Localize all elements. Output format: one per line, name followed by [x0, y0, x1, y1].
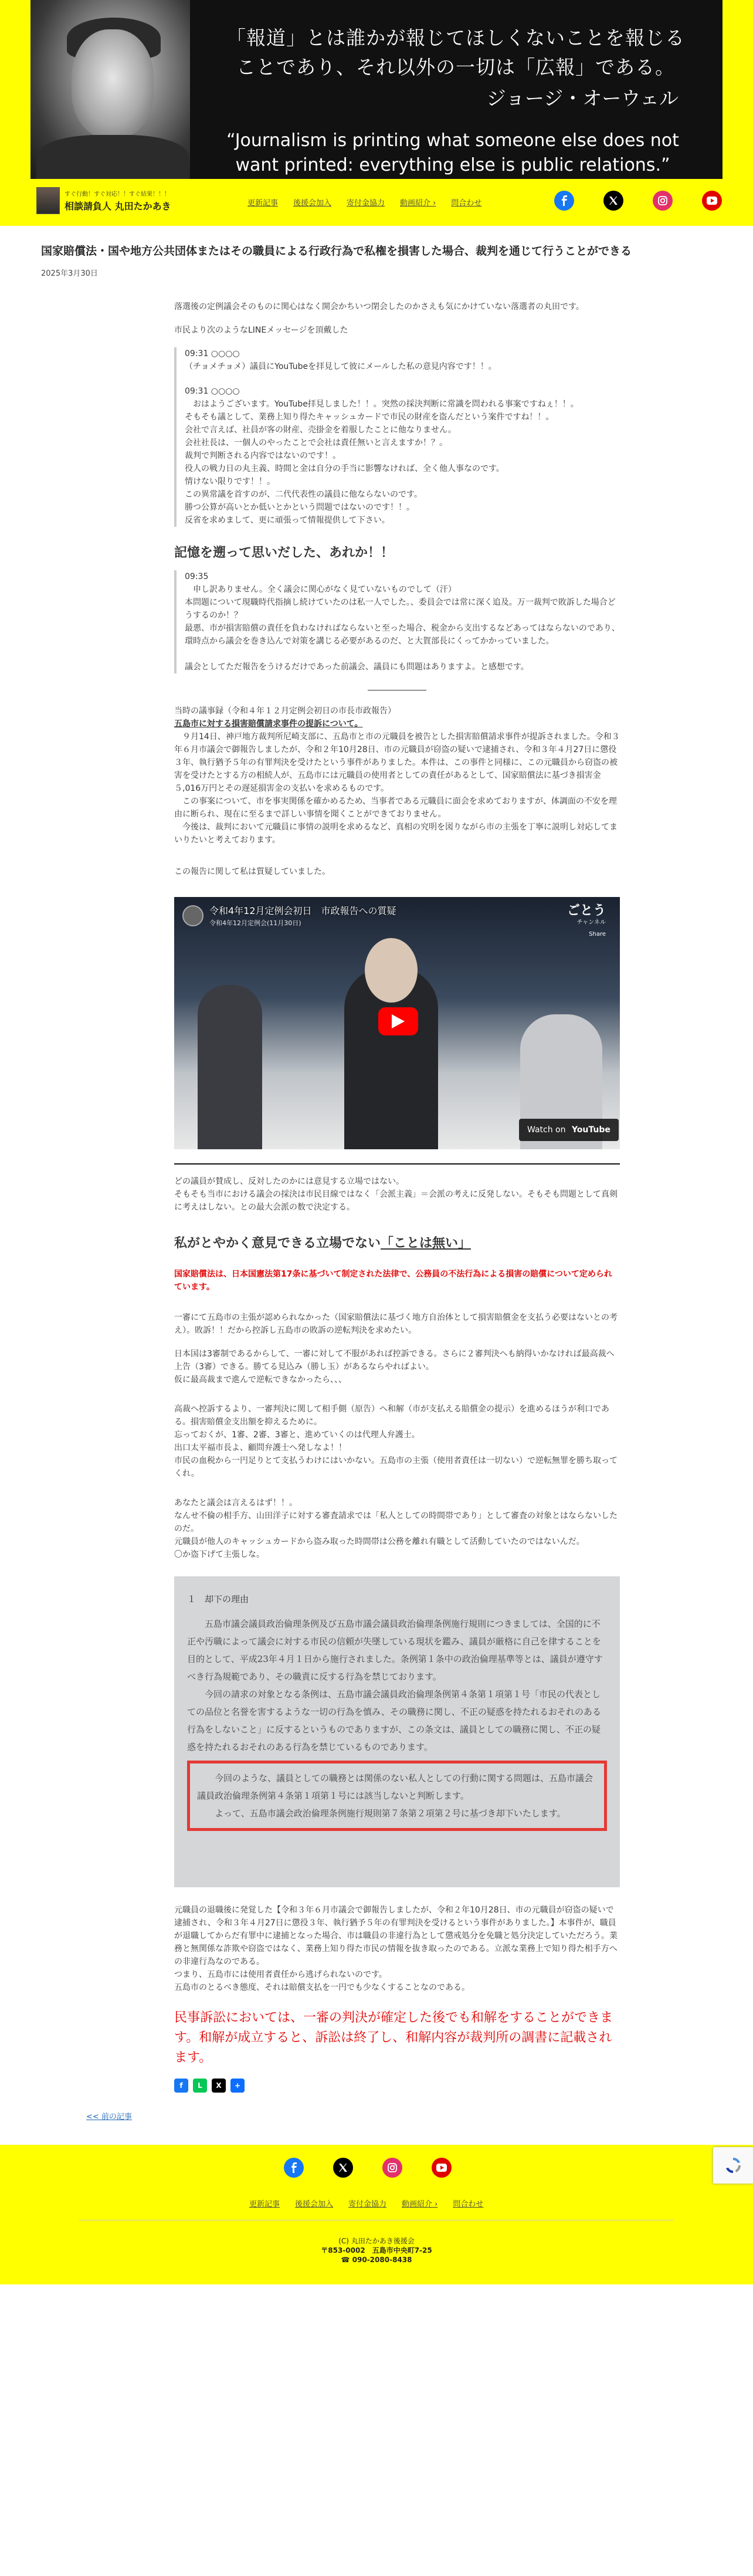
logo-name: 相談請負人 丸田たかあき	[65, 201, 171, 212]
line-message-intro: 市民より次のようなLINEメッセージを頂戴した	[174, 326, 348, 335]
video-subtitle: 令和4年12月定例会(11月30日)	[209, 919, 301, 927]
instagram-icon[interactable]	[382, 2158, 402, 2178]
top-navigation	[30, 179, 723, 226]
article-date: 2025年3月30日	[41, 269, 98, 278]
doc-highlight-box	[187, 1761, 607, 1831]
plus-share-icon[interactable]: +	[230, 2079, 245, 2093]
red-note-state-compensation: 国家賠償法は、日本国憲法第17条に基づいて制定された法律で、公務員の不法行為による損害の賠償について定められています。	[174, 1270, 612, 1292]
footer-item-contact[interactable]: 問合わせ	[453, 2200, 484, 2209]
line-message-2: 09:31 ○○○○ おはようございます。YouTube拝見しました！！。突然の採決判断に常識を問われる事案ですねぇ！！。 そもそも議として、業務上知り得たキャッシュカードで市民の財産を盗んだという案件ですね！！。 会社で言えば、社員が客の財産、売掛金を着服したことに他なりません。 会社社長は、一個人のやったことで会社は責任無いと言えますか！？。 裁判で判断される内容ではないのです！。 役人の戦力日の丸主義、時間と金は自分の手当に影響なければ、全く他人事なのです。 情けない限りです！！。 この異常議を首すのが、二代代表性の議員に他ならないのです。 勝つ公算が高いとか低いとかという問題ではないのです！！。 反省を求めまして、更に頑張って情報提供して下さい。	[185, 387, 579, 525]
line-share-icon[interactable]: L	[193, 2079, 207, 2093]
youtube-icon[interactable]	[432, 2158, 452, 2178]
hero-quote-author: ジョージ・オーウェル	[486, 87, 679, 110]
site-logo[interactable]	[36, 187, 171, 214]
doc-heading: １ 却下の理由	[187, 1594, 249, 1605]
paragraph-settlement: 高裁へ控訴するより、一審判決に関して相手側（原告）へ和解（市が支払える賠償金の提示）を進めるほうが利口である。損害賠償金支出額を抑えるために。 忘っておくが、1審、2審、3審と、進めていくのは代理人弁護士。 出口太平福市長よ、顧問弁護士へ発しなよ！！ 市民の血税から一円足りとて支払うわけにはいかない。五島市の主張（使用者責任は一切ない）で逆転無罪を勝ち取ってくれ。	[174, 1404, 618, 1478]
video-title[interactable]: 令和4年12月定例会初日 市政報告への質疑	[209, 905, 396, 916]
footer	[0, 2145, 753, 2284]
facebook-share-icon[interactable]: f	[174, 2079, 188, 2093]
video-top-bar	[174, 897, 620, 938]
phone-number[interactable]: ☎ 090-2080-8438	[341, 2256, 412, 2264]
question-note: この報告に関して私は質疑していました。	[174, 867, 330, 876]
logo-portrait-image	[36, 187, 60, 214]
share-buttons	[174, 2079, 620, 2093]
section-heading-position: 私がとやかく意見できる立場でない「ことは無い」	[174, 1236, 472, 1251]
youtube-icon[interactable]	[702, 191, 722, 211]
footer-item-donation[interactable]: 寄付金協力	[348, 2200, 387, 2209]
channel-logo: ごとう チャンネル Share	[567, 905, 606, 940]
x-icon[interactable]	[603, 191, 623, 211]
footer-item-updates[interactable]: 更新記事	[249, 2200, 280, 2209]
recaptcha-badge[interactable]	[713, 2147, 753, 2184]
youtube-video-embed[interactable]	[174, 897, 620, 1149]
logo-tagline: すぐ行動！すぐ対応！！すぐ結果！！！	[65, 191, 170, 198]
minutes-intro: 当時の議事録（令和４年１２月定例会初日の市長市政報告）	[174, 706, 396, 716]
footer-social-links	[284, 2158, 481, 2178]
header	[0, 0, 753, 226]
footer-item-videos[interactable]: 動画紹介 ›	[402, 2200, 438, 2209]
nav-item-videos[interactable]: 動画紹介 ›	[400, 199, 436, 208]
paragraph-employer-liability: 元職員の退職後に発覚した【令和３年６月市議会で御報告しましたが、令和２年10月28日、市の元職員が窃盗の疑いで逮捕され、令和３年４月27日に懲役３年、執行猶予５年の有罪判決を受けるという事件がありました。】本事件が、職員が退職してからだ有罪中に逮捕となった場合、市は職員の非違行為として懲戒処分を免職と処分決定していただろう。業務と無関係な詐欺や窃盗ではなく、業務上知り得た市民の情報を抜き取ったのである。立派な業務上で知り得た相手方への非違行為なのである。 つまり、五島市には使用者責任から逃げられないのです。 五島市のとるべき態度、それは賠償支払を一円でも少なくすることなのである。	[174, 1905, 618, 1992]
channel-avatar[interactable]	[182, 905, 203, 926]
recaptcha-icon	[724, 2156, 742, 2175]
share-button[interactable]: Share	[589, 931, 606, 937]
footer-menu	[249, 2198, 498, 2209]
previous-article-link[interactable]: << 前の記事	[86, 2113, 132, 2121]
divider-long	[174, 1163, 620, 1165]
document-scan-image	[174, 1576, 620, 1887]
doc-line-1: 五島市議会議員政治倫理条例及び五島市議会議員政治倫理条例施行規則につきましては、全国的に不正や汚職によって議会に対する市民の信頼が失墜している現状を鑑み、議員が厳格に自己を律することを目的として、平成23年４月１日から施行されました。条例第１条中の政治倫理基準等とは、議員が遵守すべき行為規範であり、その職責に反する行為を禁じております。	[187, 1619, 603, 1682]
hero-quote-jp: 「報道」とは誰かが報じてほしくないことを報じる ことであり、それ以外の一切は「広報」である。	[226, 26, 685, 79]
youtube-logo: YouTube	[571, 1125, 610, 1135]
play-icon	[392, 1014, 405, 1028]
article-body	[174, 300, 620, 2093]
nav-menu	[247, 197, 497, 208]
paragraph-argument: あなたと議会は言えるはず！！。 なんせ不倫の相手方、山田洋子に対する審査請求では「私人としての時間帯であり」として審査の対象とはならないしたのだ。 元職員が他人のキャッシュカードから盗み取った時間帯は公務を離れ有職として活動していたのではないんだ。 〇か盗下げて主張しな。	[174, 1498, 618, 1559]
line-message-1: 09:31 ○○○○ （チョメチョメ）議員にYouTubeを拝見して彼にメールした私の意見内容です！！。	[185, 349, 497, 371]
intro-paragraph: 落選後の定例議会そのものに関心はなく開会かちいつ閉会したのかさえも気にかけていない落選者の丸田です。	[174, 302, 584, 312]
instagram-icon[interactable]	[653, 191, 673, 211]
footer-item-support-join[interactable]: 後援会加入	[295, 2200, 334, 2209]
doc-boxed-line-2: よって、五島市議会政治倫理条例施行規則第７条第２項第２号に基づき却下いたします。	[215, 1808, 566, 1819]
red-note-civil-settlement: 民事訴訟においては、一審の判決が確定した後でも和解をすることができます。和解が成立すると、訴訟は終了し、和解内容が裁判所の調書に記載されます。	[174, 2010, 613, 2065]
footer-info	[0, 2236, 753, 2264]
copyright: (C) 丸田たかあき後援会	[338, 2237, 415, 2245]
x-icon[interactable]	[333, 2158, 353, 2178]
reply-message-quote	[174, 570, 620, 673]
line-message-quote	[174, 347, 620, 527]
x-share-icon[interactable]: X	[212, 2079, 226, 2093]
article-title: 国家賠償法・国や地方公共団体またはその職員による行政行為で私権を損害した場合、裁判を通じて行うことができる	[41, 245, 632, 258]
minutes-heading: 五島市に対する損害賠償請求事件の提訴について。	[174, 719, 363, 729]
facebook-icon[interactable]	[284, 2158, 304, 2178]
play-button[interactable]	[378, 1007, 418, 1035]
hero-quote	[206, 0, 723, 178]
hero-banner	[30, 0, 723, 179]
nav-item-contact[interactable]: 問合わせ	[451, 199, 482, 208]
address: 〒853-0002 五島市中央町7-25	[321, 2246, 432, 2255]
nav-item-support-join[interactable]: 後援会加入	[293, 199, 332, 208]
article	[30, 242, 723, 2121]
nav-item-donation[interactable]: 寄付金協力	[347, 199, 385, 208]
watch-on-youtube-button[interactable]: Watch on YouTube	[519, 1119, 619, 1141]
section-heading-memory: 記憶を遡って思いだした、あれか！！	[174, 546, 394, 560]
doc-boxed-line-1: 今回のような、議員としての職務とは関係のない私人としての行動に関する問題は、五島市議会議員政治倫理条例第４条第１項第１号には該当しないと判断します。	[197, 1773, 593, 1801]
paragraph-vote: どの議員が賛成し、反対したのかには意見する立場ではない。 そもそも当市における議会の採決は市民目線ではなく「会派主義」＝会派の考えに反発しない。そもそも問題として真剣に考えはしない。との最大会派の数で決定する。	[174, 1177, 618, 1212]
orwell-portrait-image	[30, 0, 190, 179]
paragraph-first-instance: 一審にて五島市の主張が認められなかった（国家賠償法に基づく地方自治体として損害賠償金を支払う必要はないとの考え）。敗訴！！だから控訴し五島市の敗訴の逆転判決を求めたい。	[174, 1313, 618, 1335]
facebook-icon[interactable]	[554, 191, 574, 211]
doc-line-2: 今回の請求の対象となる条例は、五島市議会議員政治倫理条例第４条第１項第１号「市民の代表としての品位と名誉を害するような一切の行為を慎み、その職務に関し、不正の疑惑を持たれるおそれのある行為をしないこと」に反するというものでありますが、この条文は、議員としての職務に関し、不正の疑惑を持たれるおそれのある行為を禁じているものであります。	[187, 1689, 601, 1752]
hero-quote-en: “Journalism is printing what someone else does not want printed: everything else is public relations.”	[226, 130, 679, 175]
social-links	[554, 191, 751, 211]
nav-item-updates[interactable]: 更新記事	[247, 199, 279, 208]
reply-message: 09:35 申し訳ありません。全く議会に関心がなく見ていないものでして（汗） 本問題について現職時代指摘し続けていたのは私一人でした。、委員会では常に深く追及。万一裁判で敗訴した場合どうするのか！？ 最悪、市が損害賠償の責任を負わなければならないと至った場合、税金から支出するなどあってはならないのであり、環時点から議会を巻き込んで対策を講じる必要があるのだ、と大賀部長にくってかかっていました。 議会としてただ報告をうけるだけであった前議会、議員にも問題はありますよ。と感想です。	[185, 572, 620, 672]
paragraph-three-tier: 日本国は3審制であるからして、一審に対して不服があれば控訴できる。さらに２審判決へも納得いかなければ最高裁へ上告（3審）できる。勝てる見込み（勝し玉）があるならやればよい。 仮に最高裁まで進んで逆転できなかったら、、、	[174, 1349, 615, 1385]
minutes-body: ９月14日、神戸地方裁判所尼崎支部に、五島市と市の元職員を被告とした損害賠償請求事件が提訴されました。令和３年６月市議会で御報告しましたが、令和２年10月28日、市の元職員が窃盗の疑いで逮捕され、令和３年４月27日に懲役３年、執行猶予５年の有罪判決を受けたという事件がありました。本件は、この事件と同様に、この元職員から窃盗の被害を受けたとする方の相続人が、五島市には元職員の使用者としての責任があるとして、国家賠償法に基づき損害金５,016万円とその遅延損害金の支払いを求めるものです。 この事案について、市を事実関係を確かめるため、当事者である元職員に面会を求めておりますが、体調面の不安を理由に断られ、現在に至るまで詳しい事情を聞くことができておりません。 今後は、裁判において元職員に事情の説明を求めるなど、真相の究明を図りながら市の主張を丁寧に説明し対応してまいりたいと考えております。	[174, 732, 620, 845]
